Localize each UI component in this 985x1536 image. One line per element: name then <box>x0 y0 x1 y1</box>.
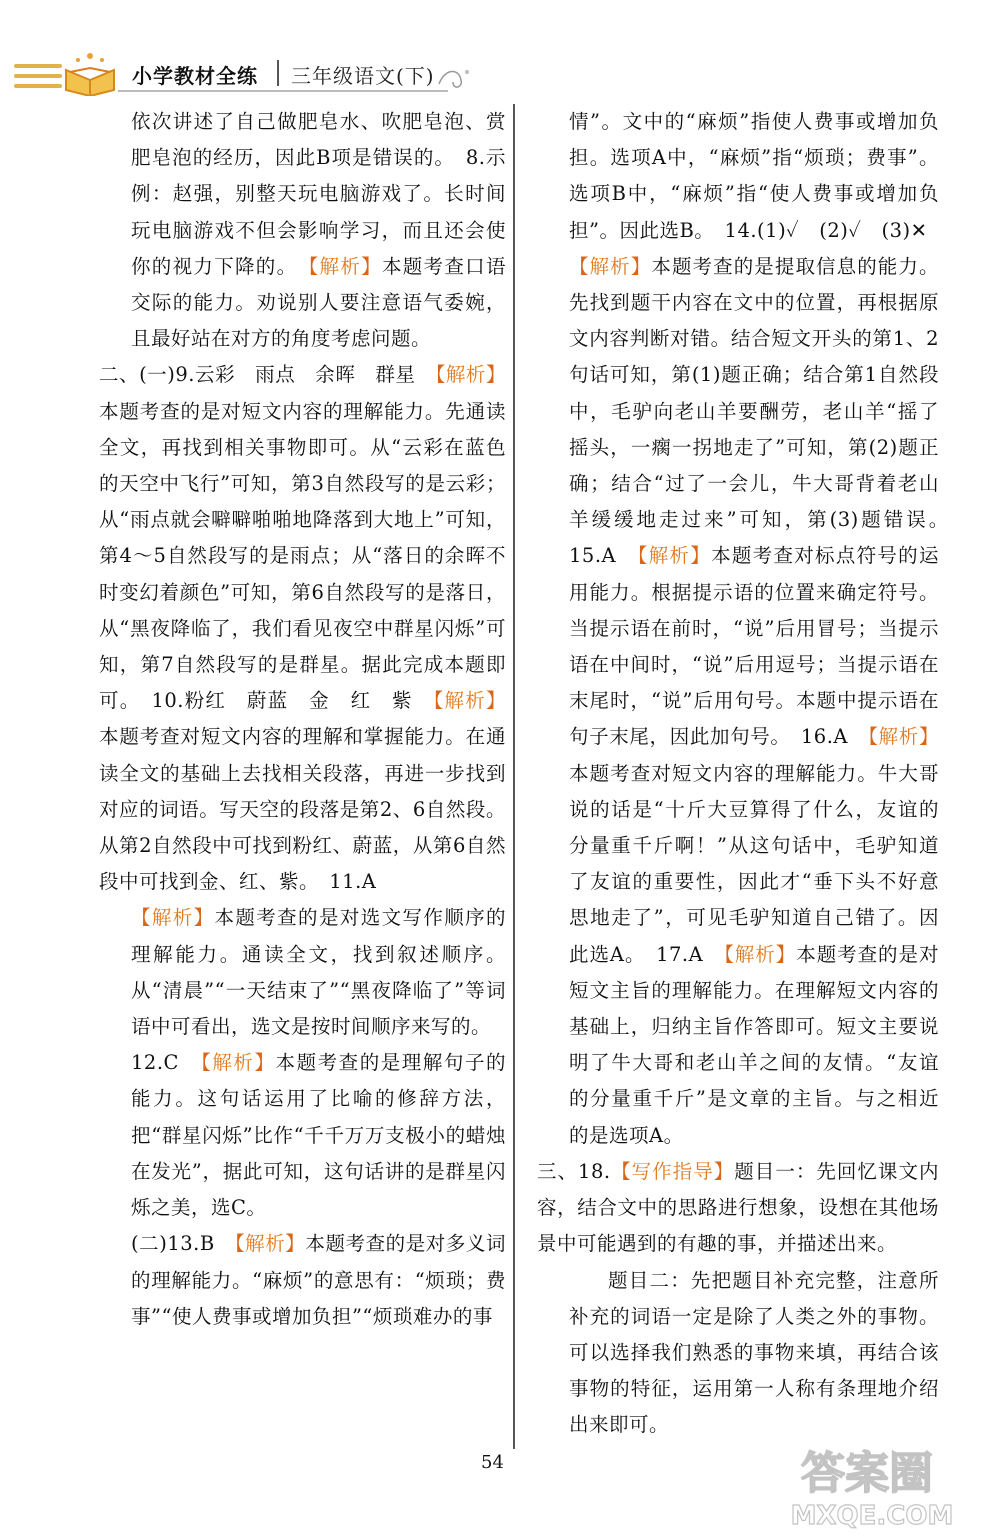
answer-paragraph <box>569 249 960 1154</box>
left-column <box>99 104 506 1335</box>
answer-text: 本题考查的是提取信息的能力。先找到题干内容在文中的位置，再根据原文内容判断对错。结合短文开头的第1、2句话可知，第(1)题正确；结合第1自然段中，毛驴向老山羊要酬劳，老山羊“摇了摇头，一瘸一拐地走了”可知，第(2)题正确；结合“过了一会儿，牛大哥背着老山羊缓缓地走过来”可知，第(3)题错误。 15.A <box>569 254 960 568</box>
analysis-tag: 【解析】 <box>201 1051 276 1075</box>
book-title: 小学教材全练 <box>132 64 258 88</box>
answer-text: 依次讲述了自己做肥皂水、吹肥皂泡、赏肥皂泡的经历，因此B项是错误的。 8.示例：赵强，别整天玩电脑游戏了。长时间玩电脑游戏不但会影响学习，而且还会使你的视力下降的。 <box>131 110 506 278</box>
answer-text: 二、(一)9.云彩 雨点 余晖 群星 <box>99 363 436 387</box>
header-decoration-lines <box>14 64 62 94</box>
book-subtitle: 三年级语文(下) <box>291 64 435 88</box>
page-number: 54 <box>481 1452 504 1473</box>
answer-paragraph <box>99 357 506 900</box>
right-column <box>537 104 960 1444</box>
answer-text: 本题考查的是对选文写作顺序的理解能力。通读全文，找到叙述顺序。从“清晨”“一天结束了”“黑夜降临了”等词语中可看出，选文是按时间顺序来写的。 <box>131 906 506 1039</box>
answer-text: 本题考查对短文内容的理解和掌握能力。在通读全文的基础上去找相关段落，再进一步找到对应的词语。写天空的段落是第2、6自然段。从第2自然段中可找到粉红、蔚蓝，从第6自然段中可找到金、红、紫。 11.A <box>99 725 506 894</box>
answer-text: 题目一：先回忆课文内容，结合文中的思路进行想象，设想在其他场景中可能遇到的有趣的事，并描述出来。 <box>537 1159 939 1256</box>
analysis-tag: 【解析】 <box>724 942 797 966</box>
writing-guide-tag: 【写作指导】 <box>610 1159 735 1183</box>
answer-text: 本题考查的是对多义词的理解能力。“麻烦”的意思有：“烦琐；费事”“使人费事或增加负担”“烦琐难办的事 <box>131 1232 506 1328</box>
watermark <box>762 1440 977 1530</box>
answer-text: 本题考查的是理解句子的能力。这句话运用了比喻的修辞方法，把“群星闪烁”比作“千千万万支极小的蜡烛在发光”，据此可知，这句话讲的是群星闪烁之美，选C。 <box>131 1051 506 1220</box>
analysis-tag: 【解析】 <box>308 254 382 278</box>
answer-text: 本题考查对标点符号的运用能力。根据提示语的位置来确定符号。当提示语在前时，“说”后用冒号；当提示语在中间时，“说”后用逗号；当提示语在末尾时，“说”后用句号。本题中提示语在句子末尾，因此加句号。 16.A <box>569 544 939 749</box>
header-underline <box>118 90 448 92</box>
analysis-tag: 【解析】 <box>234 1232 306 1256</box>
answer-paragraph <box>131 1226 506 1335</box>
answer-paragraph <box>537 1154 939 1263</box>
answer-paragraph <box>131 1045 506 1226</box>
page-header <box>0 48 985 104</box>
analysis-tag: 【解析】 <box>637 544 712 568</box>
answer-text: 本题考查口语交际的能力。劝说别人要注意语气委婉，且最好站在对方的角度考虑问题。 <box>131 254 506 351</box>
answer-text: 12.C <box>131 1051 202 1075</box>
answer-paragraph <box>569 104 939 249</box>
book-logo-icon <box>62 50 118 96</box>
answer-text: 本题考查的是对短文主旨的理解能力。在理解短文内容的基础上，归纳主旨作答即可。短文主要说明了牛大哥和老山羊之间的友情。“友谊的分量重千斤”是文章的主旨。与之相近的是选项A。 <box>569 942 939 1147</box>
analysis-tag: 【解析】 <box>433 689 506 713</box>
header-separator <box>277 60 279 86</box>
answer-text: 本题考查的是对短文内容的理解能力。先通读全文，再找到相关事物即可。从“云彩在蓝色的天空中飞行”可知，第3自然段写的是云彩；从“雨点就会噼噼啪啪地降落到大地上”可知，第4～5自然段写的是雨点；从“落日的余晖不时变幻着颜色”可知，第6自然段写的是落日，从“黑夜降临了，我们看见夜空中群星闪烁”可知，第7自然段写的是群星。据此完成本题即可。 10.粉红 蔚蓝 金 红 紫 <box>99 399 506 713</box>
analysis-tag: 【解析】 <box>131 906 215 930</box>
answer-paragraph <box>131 104 506 357</box>
column-divider <box>513 104 515 1449</box>
analysis-tag: 【解析】 <box>435 363 506 387</box>
answer-paragraph <box>569 1263 939 1444</box>
answer-text: 三、18. <box>537 1159 611 1183</box>
analysis-tag: 【解析】 <box>868 725 939 749</box>
answer-text: 题目二：先把题目补充完整，注意所补充的词语一定是除了人类之外的事物。可以选择我们熟悉的事物来填，再结合该事物的特征，运用第一人称有条理地介绍出来即可。 <box>569 1268 939 1437</box>
watermark-url: MXQE.COM <box>790 1501 954 1530</box>
analysis-tag: 【解析】 <box>569 254 652 278</box>
answer-paragraph <box>131 900 506 1045</box>
answer-text: (二)13.B <box>131 1232 235 1256</box>
answer-text: 本题考查对短文内容的理解能力。牛大哥说的话是“十斤大豆算得了什么，友谊的分量重千斤啊！”从这句话中，毛驴知道了友谊的重要性，因此才“垂下头不好意思地走了”，可见毛驴知道自己错了。因此选A。 17.A <box>569 761 939 966</box>
answer-text: 情”。文中的“麻烦”指使人费事或增加负担。选项A中，“麻烦”指“烦琐；费事”。选项B中，“麻烦”指“使人费事或增加负担”。因此选B。 14.(1)✓ (2)✓ (3)✕ <box>569 110 939 242</box>
watermark-text: 答案圈 <box>801 1448 933 1499</box>
